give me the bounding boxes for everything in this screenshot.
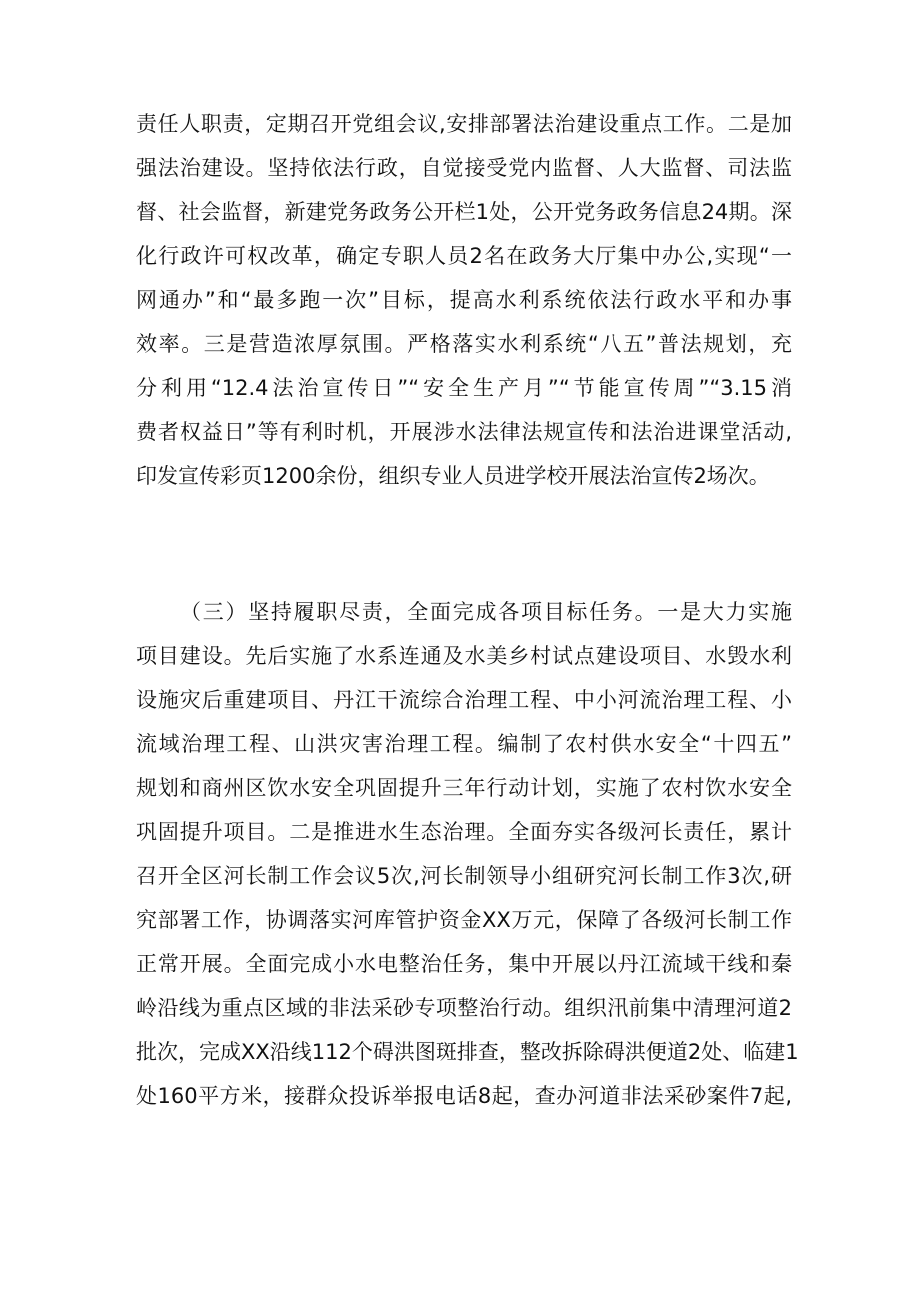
text-line: 处160平方米，接群众投诉举报电话8起，查办河道非法采砂案件7起, <box>136 1084 792 1108</box>
text-line: 岭沿线为重点区域的非法采砂专项整治行动。组织汛前集中清理河道2 <box>136 996 792 1020</box>
text-line: 督、社会监督，新建党务政务公开栏1处，公开党务政务信息24期。深 <box>136 200 792 224</box>
text-line: 效率。三是营造浓厚氛围。严格落实水利系统“八五”普法规划，充 <box>136 332 792 356</box>
text-line: 费者权益日”等有利时机，开展涉水法律法规宣传和法治进课堂活动, <box>136 420 792 444</box>
text-line: 印发宣传彩页1200余份，组织专业人员进学校开展法治宣传2场次。 <box>136 464 770 488</box>
text-line: 究部署工作，协调落实河库管护资金XX万元，保障了各级河长制工作 <box>136 908 792 932</box>
text-line: 强法治建设。坚持依法行政，自觉接受党内监督、人大监督、司法监 <box>136 156 792 180</box>
text-line: 批次，完成XX沿线112个碍洪图斑排查，整改拆除碍洪便道2处、临建1 <box>136 1040 799 1064</box>
text-line: 设施灾后重建项目、丹江干流综合治理工程、中小河流治理工程、小 <box>136 688 792 712</box>
text-line: 规划和商州区饮水安全巩固提升三年行动计划，实施了农村饮水安全 <box>136 776 792 800</box>
text-line: 正常开展。全面完成小水电整治任务，集中开展以丹江流域干线和秦 <box>136 952 792 976</box>
text-line: 召开全区河长制工作会议5次,河长制领导小组研究河长制工作3次,研 <box>136 864 792 888</box>
text-line: 项目建设。先后实施了水系连通及水美乡村试点建设项目、水毁水利 <box>136 644 792 668</box>
text-line: 化行政许可权改革，确定专职人员2名在政务大厅集中办公,实现“一 <box>136 244 792 268</box>
section-heading-line: （三）坚持履职尽责，全面完成各项目标任务。一是大力实施 <box>180 600 792 624</box>
text-line: 网通办”和“最多跑一次”目标，提高水利系统依法行政水平和办事 <box>136 288 792 312</box>
text-line: 巩固提升项目。二是推进水生态治理。全面夯实各级河长责任，累计 <box>136 820 792 844</box>
text-line: 流域治理工程、山洪灾害治理工程。编制了农村供水安全“十四五” <box>136 732 792 756</box>
text-line: 责任人职责，定期召开党组会议,安排部署法治建设重点工作。二是加 <box>136 112 792 136</box>
text-line: 分利用“12.4法治宣传日”“安全生产月”“节能宣传周”“3.15消 <box>136 376 792 400</box>
